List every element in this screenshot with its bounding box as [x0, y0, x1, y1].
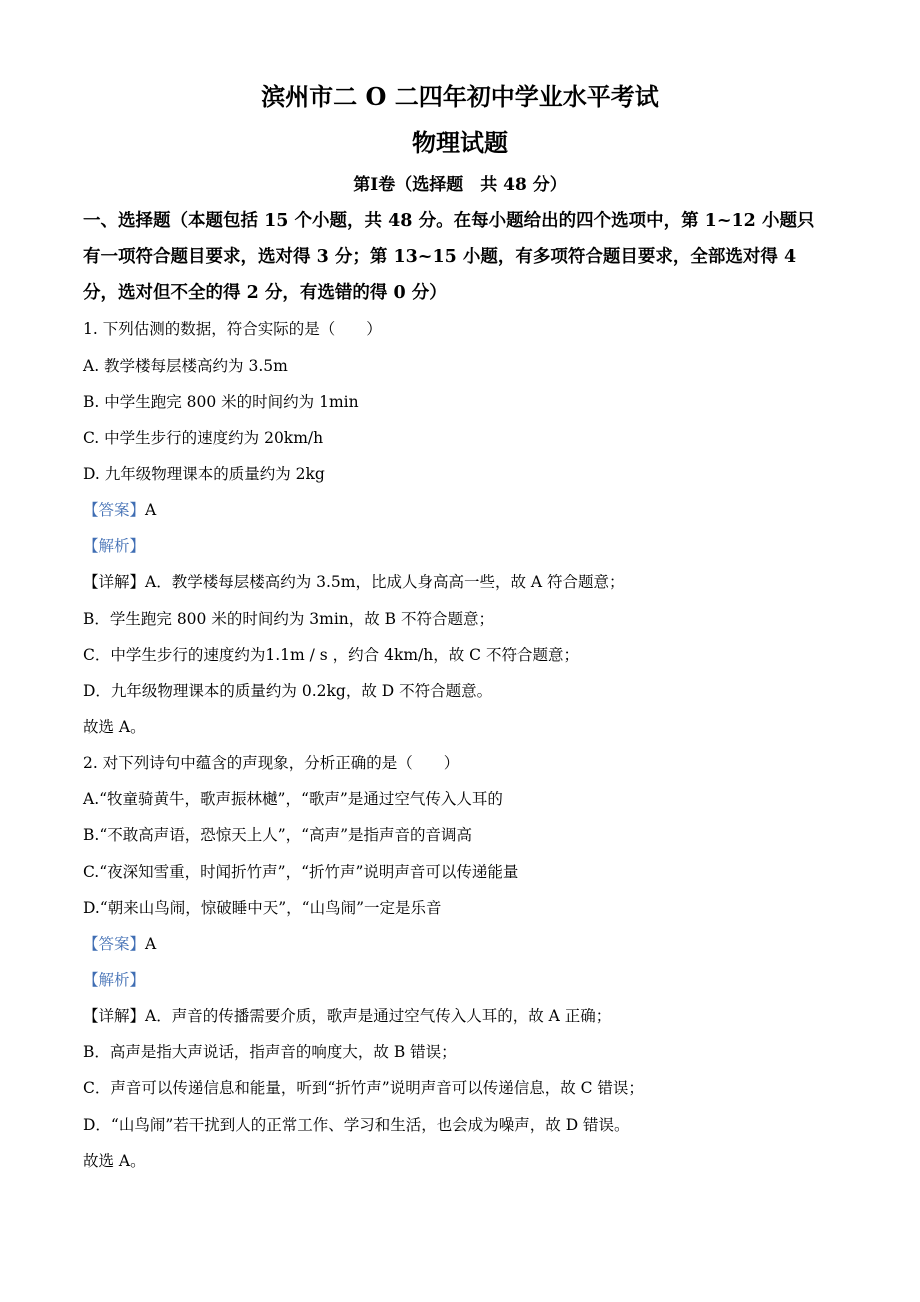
section-heading — [83, 203, 843, 311]
section-heading-line: 一、选择题（本题包括 15 个小题，共 48 分。在每小题给出的四个选项中，第 1~12 小题只 — [83, 211, 815, 231]
option-c: C. 中学生步行的速度约为 20km/h — [83, 428, 324, 447]
explanation-line: B．高声是指大声说话，指声音的响度大，故 B 错误； — [83, 1043, 457, 1062]
question-stem: 1. 下列估测的数据，符合实际的是（ ） — [83, 320, 382, 339]
exam-content — [83, 203, 843, 1179]
option-d: D. 九年级物理课本的质量约为 2kg — [83, 464, 325, 483]
exam-subtitle: 物理试题 — [412, 128, 508, 157]
question-2 — [83, 745, 843, 1179]
section-heading-line: 分，选对但不全的得 2 分，有选错的得 0 分） — [83, 283, 447, 304]
answer-value: A — [145, 501, 157, 520]
conclusion-line: 故选 A。 — [83, 1151, 146, 1170]
explanation-line: D．“山鸟闹”若干扰到人的正常工作、学习和生活，也会成为噪声，故 D 错误。 — [83, 1115, 630, 1134]
explanation-line: D．九年级物理课本的质量约为 0.2kg，故 D 不符合题意。 — [83, 681, 493, 700]
explanation-line: C．中学生步行的速度约为1.1m / s ，约合 4km/h，故 C 不符合题意； — [83, 645, 579, 664]
analysis-label: 【解析】 — [83, 970, 146, 989]
answer-line — [83, 492, 843, 528]
explanation-line: 【详解】A．声音的传播需要介质，歌声是通过空气传入人耳的，故 A 正确； — [83, 1007, 612, 1026]
section-heading-line: 有一项符合题目要求，选对得 3 分；第 13~15 小题，有多项符合题目要求，全部选对得 4 — [83, 247, 797, 268]
explanation-line: B．学生跑完 800 米的时间约为 3min，故 B 不符合题意； — [83, 609, 495, 628]
explanation-line: 【详解】A．教学楼每层楼高约为 3.5m，比成人身高高一些，故 A 符合题意； — [83, 573, 625, 592]
option-a: A. 教学楼每层楼高约为 3.5m — [83, 356, 288, 375]
option-b: B.“不敢高声语，恐惊天上人”，“高声”是指声音的音调高 — [83, 826, 473, 845]
answer-line — [83, 926, 843, 962]
analysis-label: 【解析】 — [83, 537, 146, 556]
option-b: B. 中学生跑完 800 米的时间约为 1min — [83, 392, 359, 411]
question-stem: 2. 对下列诗句中蕴含的声现象，分析正确的是（ ） — [83, 754, 460, 773]
option-c: C.“夜深知雪重，时闻折竹声”，“折竹声”说明声音可以传递能量 — [83, 862, 519, 881]
question-1 — [83, 311, 843, 745]
answer-label: 【答案】 — [83, 501, 146, 520]
analysis-line — [83, 528, 843, 564]
option-d: D.“朝来山鸟闹，惊破睡中天”，“山鸟闹”一定是乐音 — [83, 898, 442, 917]
answer-value: A — [145, 934, 157, 953]
exam-title: 滨州市二 O 二四年初中学业水平考试 — [261, 82, 659, 111]
conclusion-line: 故选 A。 — [83, 717, 146, 736]
part-heading: 第Ⅰ卷（选择题 共 48 分） — [353, 175, 567, 195]
explanation-line: C．声音可以传递信息和能量，听到“折竹声”说明声音可以传递信息，故 C 错误； — [83, 1079, 644, 1098]
answer-label: 【答案】 — [83, 934, 146, 953]
analysis-line — [83, 962, 843, 998]
option-a: A.“牧童骑黄牛，歌声振林樾”，“歌声”是通过空气传入人耳的 — [83, 790, 503, 809]
